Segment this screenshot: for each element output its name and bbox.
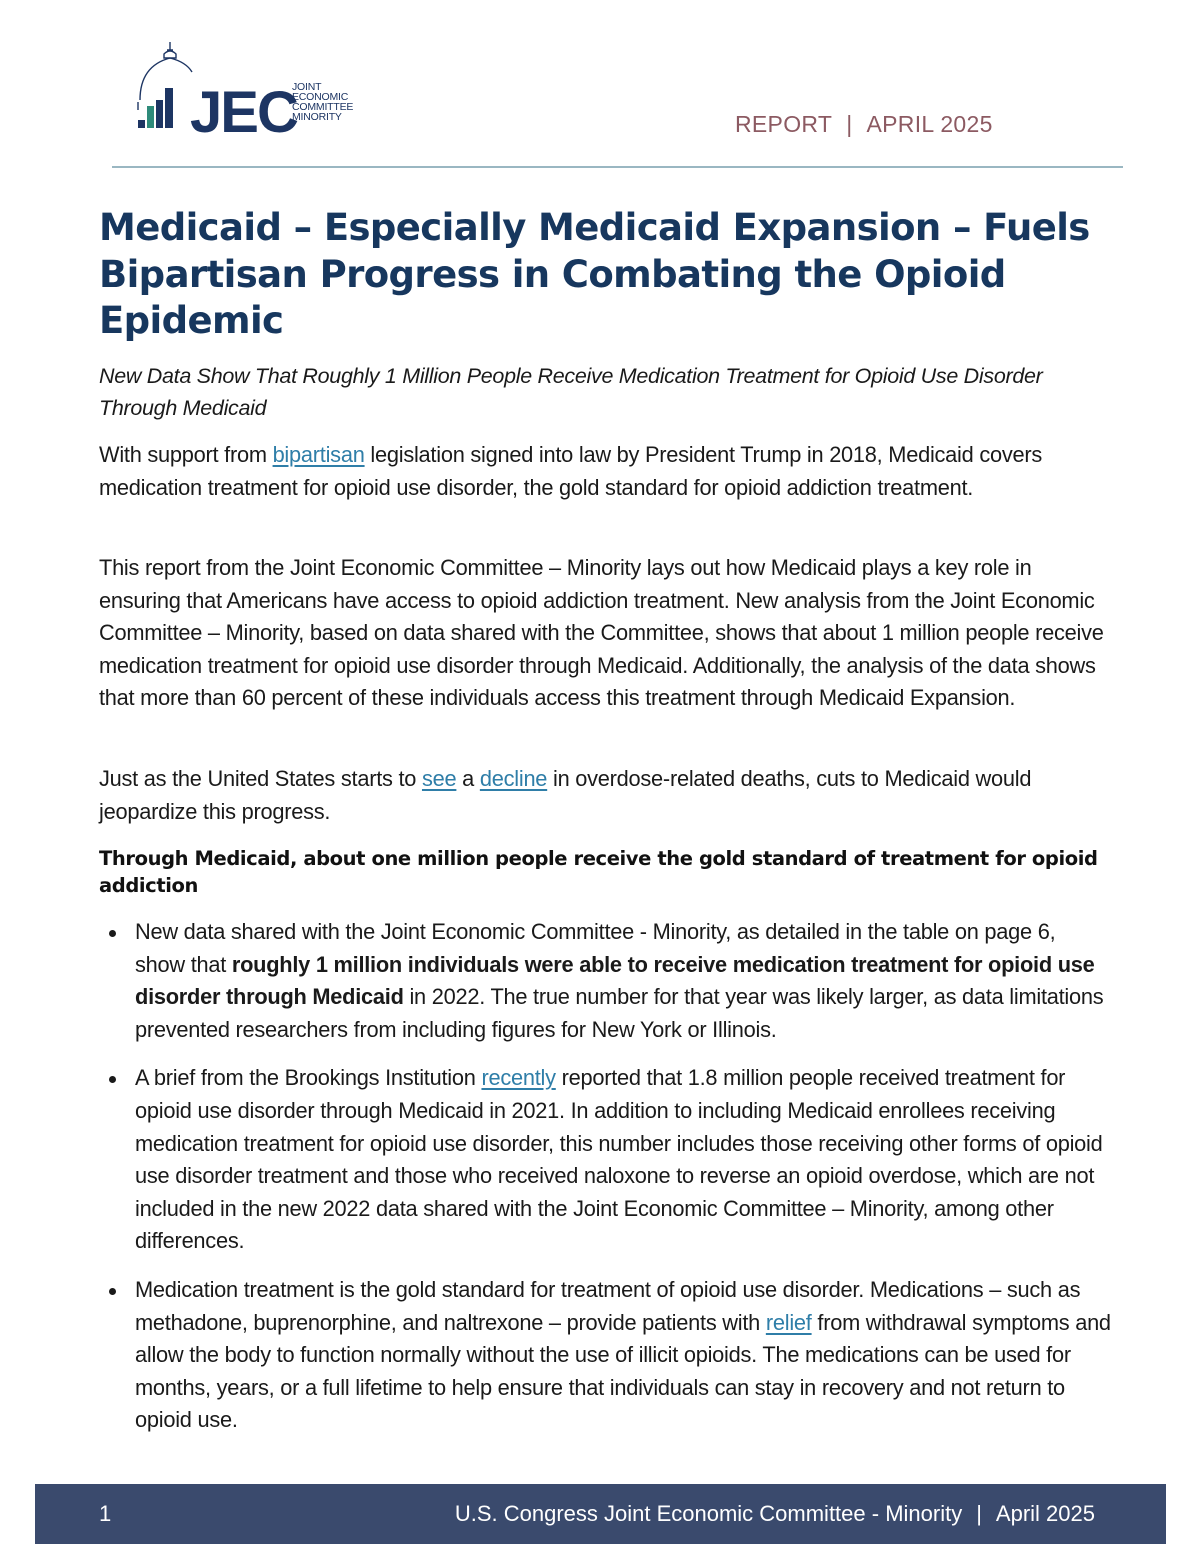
bullet-text: from withdrawal symptoms and allow the body to function normally without the use of illicit opioids. The medications can be used for months, years, or a full lifetime to help ensure that individuals can stay in recovery and not return to opioid use. bbox=[135, 1309, 1111, 1433]
bullet-item-brookings bbox=[99, 1062, 1111, 1258]
overdose-decline-paragraph bbox=[99, 763, 1109, 828]
report-label: REPORT bbox=[735, 111, 833, 137]
bullet-text: reported that 1.8 million people received treatment for opioid use disorder through Medicaid in 2021. In addition to including Medicaid enrollees receiving medication treatment for opioid use disorder, this number includes those receiving other forms of opioid use disorder treatment and those who received naloxone to reverse an opioid overdose, which are not included in the new 2022 data shared with the Joint Economic Committee – Minority, among other differences. bbox=[135, 1065, 1103, 1254]
document-title: Medicaid – Especially Medicaid Expansion – Fuels Bipartisan Progress in Combating the Opioid Epidemic bbox=[99, 206, 1090, 342]
paragraph-text: Just as the United States starts to bbox=[99, 766, 422, 791]
logo-line-economic: ECONOMIC bbox=[292, 91, 349, 103]
bullet-text: A brief from the Brookings Institution bbox=[135, 1065, 482, 1091]
section-heading: Through Medicaid, about one million people receive the gold standard of treatment for opioid addiction bbox=[99, 847, 1098, 897]
paragraph-text: in overdose-related deaths, cuts to Medicaid would jeopardize this progress. bbox=[99, 766, 1032, 824]
footer-date: April 2025 bbox=[995, 1501, 1095, 1526]
bullet-text: Medication treatment is the gold standard for treatment of opioid use disorder. Medications – such as methadone, buprenorphine, and naltrexone – provide patients with bbox=[135, 1276, 1081, 1335]
footer-organization: U.S. Congress Joint Economic Committee - Minority bbox=[454, 1501, 963, 1526]
bullet-icon bbox=[109, 1076, 116, 1083]
logo-line-joint: JOINT bbox=[292, 81, 322, 93]
recently-link[interactable]: recently bbox=[481, 1065, 556, 1091]
bullet-icon bbox=[109, 1288, 116, 1295]
paragraph-text: With support from bbox=[99, 442, 273, 467]
page-number: 1 bbox=[99, 1501, 112, 1526]
report-summary-paragraph: This report from the Joint Economic Committee – Minority lays out how Medicaid plays a key role in ensuring that Americans have access to opioid addiction treatment. New analysis from the Joint Economic Committee – Minority, based on data shared with the Committee, shows that about 1 million people receive medication treatment for opioid use disorder through Medicaid. Additionally, the analysis of the data shows that more than 60 percent of these individuals access this treatment through Medicaid Expansion. bbox=[99, 555, 1104, 711]
bullet-text: in 2022. The true number for that year was likely larger, as data limitations prevented researchers from including figures for New York or Illinois. bbox=[135, 984, 1104, 1042]
logo-subtitle bbox=[292, 82, 353, 122]
decline-link[interactable]: decline bbox=[479, 766, 548, 791]
report-separator: | bbox=[846, 111, 853, 137]
page-footer bbox=[35, 1484, 1166, 1544]
footer-text bbox=[455, 1501, 1095, 1527]
report-date: APRIL 2025 bbox=[866, 111, 993, 137]
paragraph-text: a bbox=[456, 766, 480, 791]
bipartisan-link[interactable]: bipartisan bbox=[272, 442, 365, 467]
see-link[interactable]: see bbox=[421, 766, 457, 791]
logo-line-committee: COMMITTEE bbox=[292, 101, 354, 113]
bullet-list bbox=[99, 916, 1111, 1453]
jec-logo bbox=[134, 40, 364, 145]
header-divider bbox=[112, 166, 1123, 168]
bullet-icon bbox=[109, 930, 116, 937]
bullet-bold-text: roughly 1 million individuals were able to receive medication treatment for opioid use disorder through Medicaid bbox=[135, 951, 1095, 1010]
paragraph-text: legislation signed into law by President Trump in 2018, Medicaid covers medication treatment for opioid use disorder, the gold standard for opioid addiction treatment. bbox=[99, 442, 1043, 500]
bullet-text: New data shared with the Joint Economic Committee - Minority, as detailed in the table on page 6, show that bbox=[135, 919, 1056, 977]
intro-paragraph bbox=[99, 439, 1109, 504]
bullet-item-new-data bbox=[99, 916, 1111, 1046]
bullet-item-medication-treatment bbox=[99, 1274, 1111, 1437]
footer-separator: | bbox=[976, 1501, 982, 1526]
document-subtitle: New Data Show That Roughly 1 Million People Receive Medication Treatment for Opioid Use Disorder Through Medicaid bbox=[99, 364, 1043, 420]
report-tag bbox=[735, 111, 993, 138]
logo-wordmark: JEC bbox=[190, 80, 297, 145]
logo-line-minority: MINORITY bbox=[292, 111, 342, 123]
relief-link[interactable]: relief bbox=[765, 1309, 812, 1335]
capitol-dome-bars-icon bbox=[134, 40, 194, 132]
